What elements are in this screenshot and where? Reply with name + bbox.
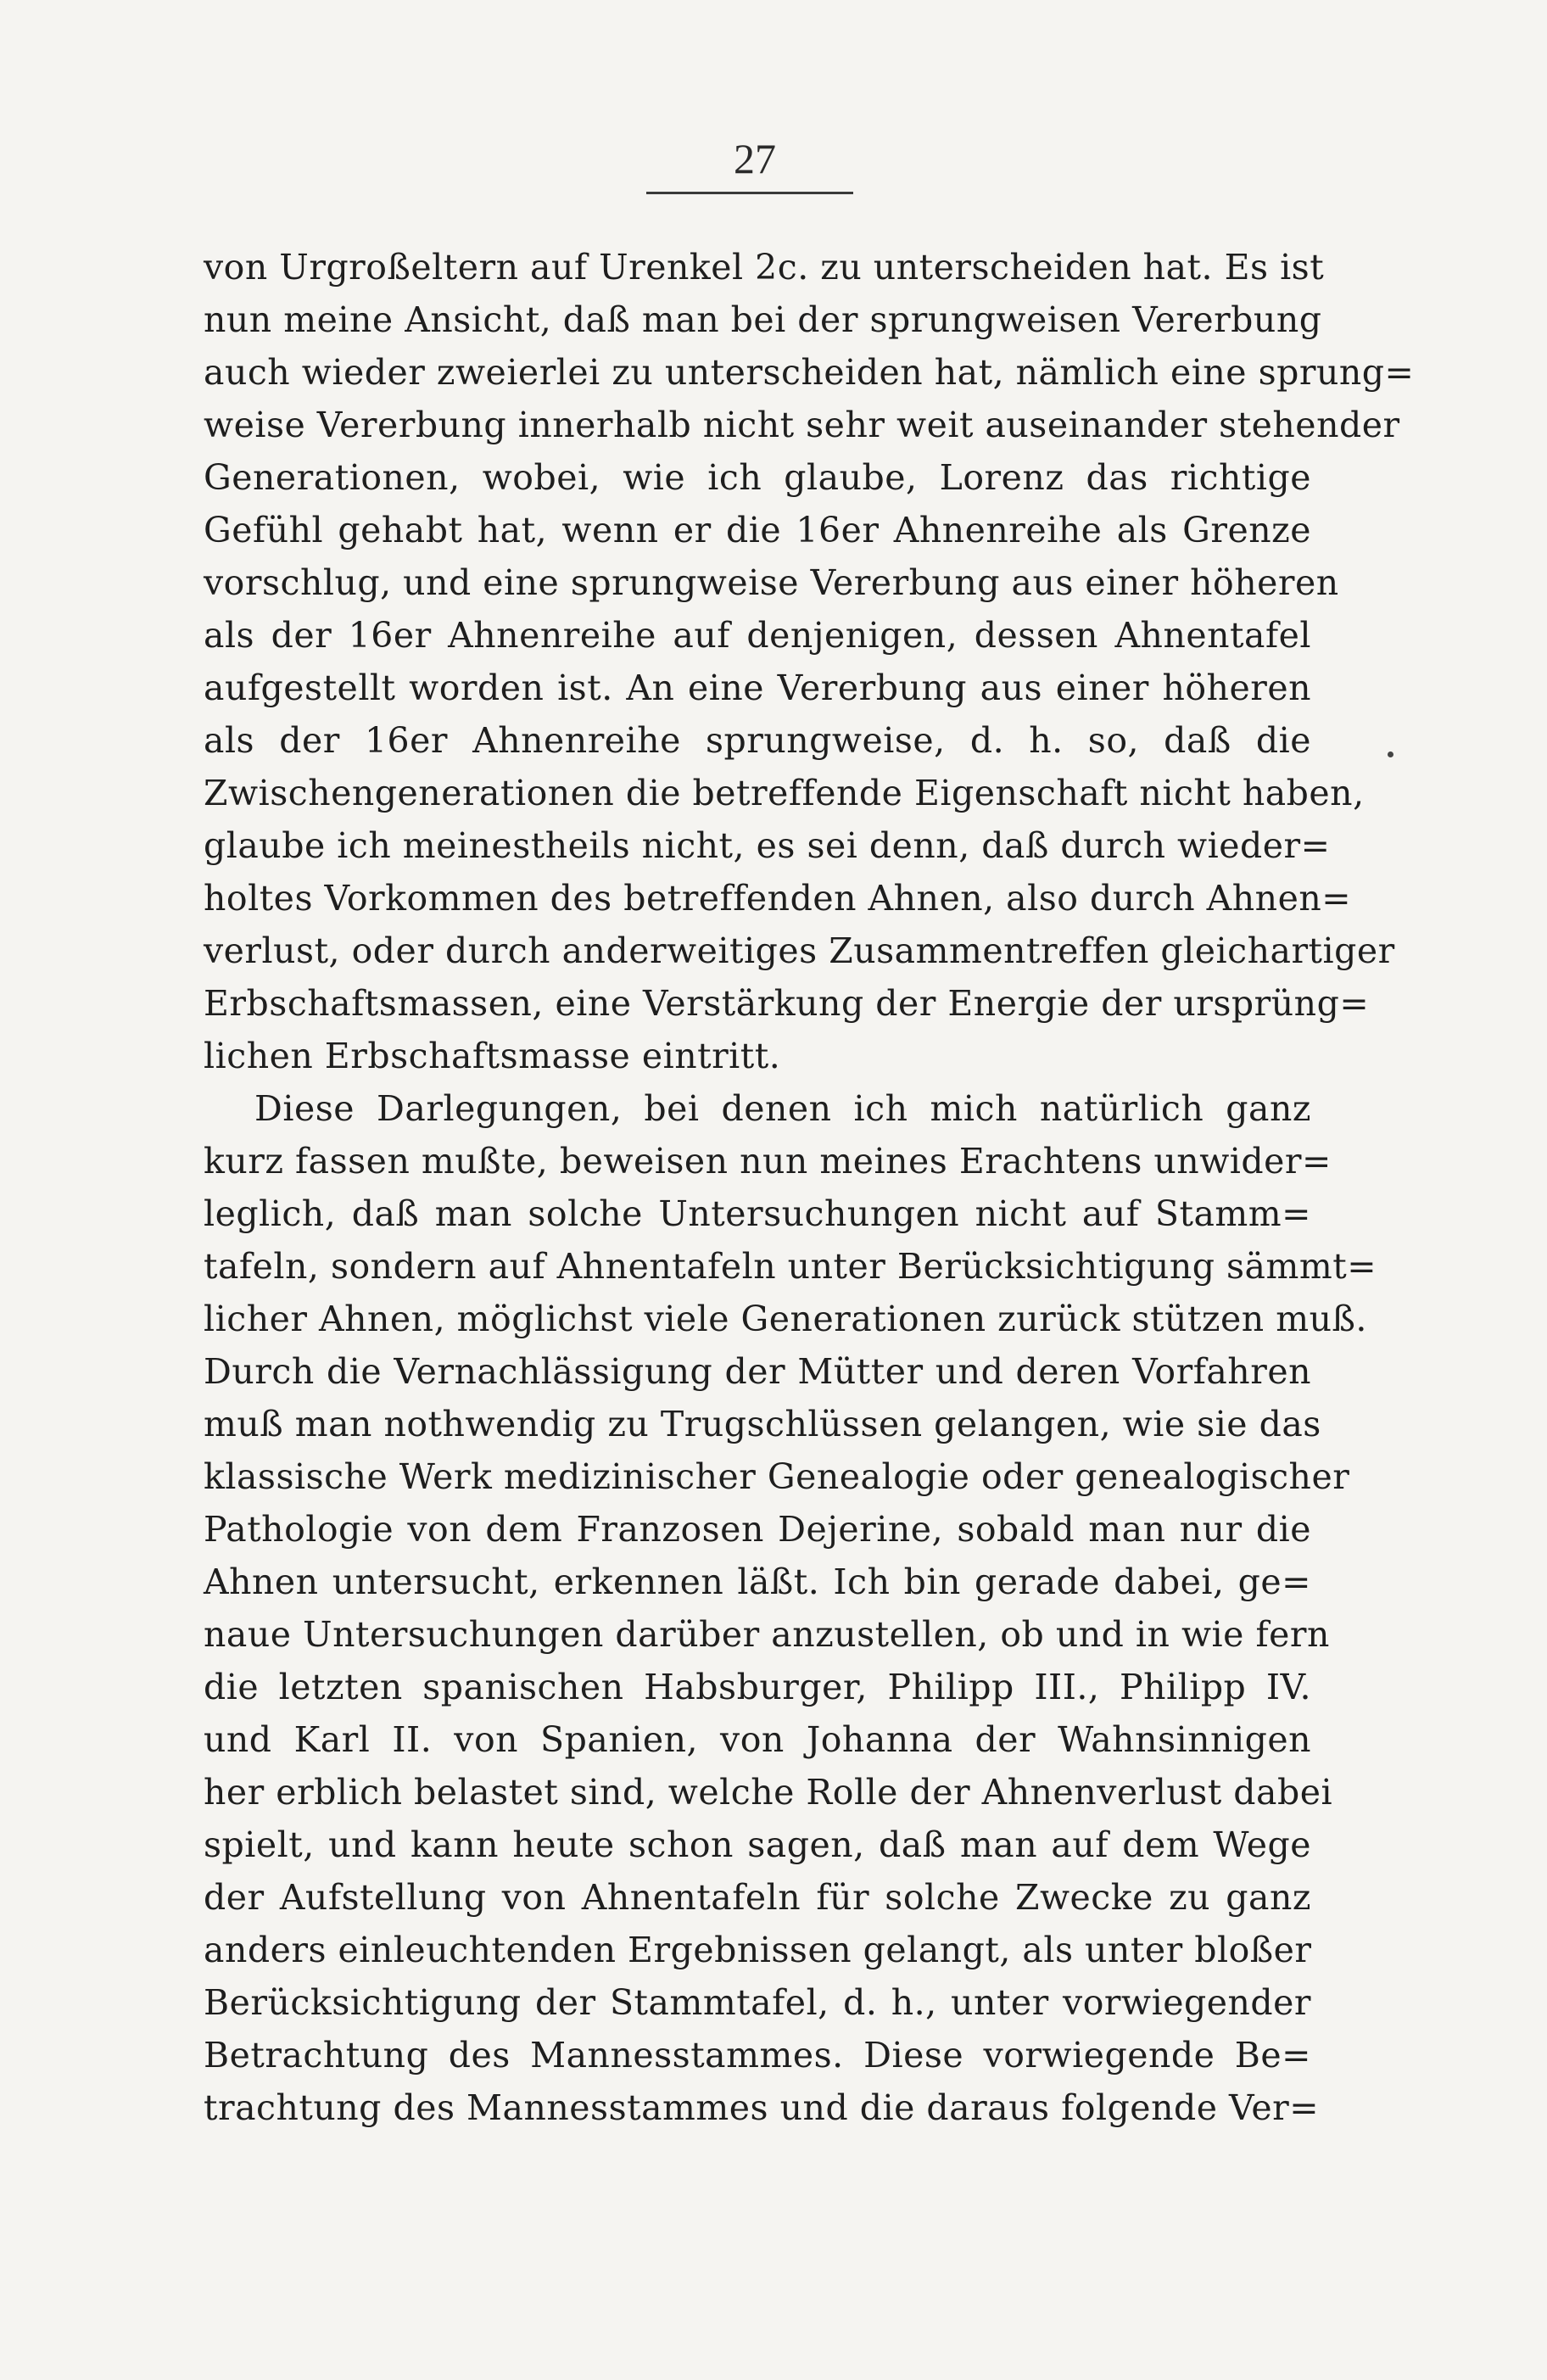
paragraph-2-line: der Aufstellung von Ahnentafeln für solche Zwecke zu ganz <box>204 1877 1311 1918</box>
paragraph-1-line: vorschlug, und eine sprungweise Vererbung aus einer höheren <box>204 562 1339 603</box>
paragraph-1-line: Erbschaftsmassen, eine Verstärkung der Energie der ursprüng= <box>204 983 1370 1024</box>
paragraph-2-line: Berücksichtigung der Stammtafel, d. h., unter vorwiegender <box>204 1982 1311 2023</box>
paragraph-2-line: tafeln, sondern auf Ahnentafeln unter Berücksichtigung sämmt= <box>204 1246 1377 1287</box>
paper-speck <box>1388 751 1393 757</box>
paragraph-2-line: trachtung des Mannesstammes und die daraus folgende Ver= <box>204 2087 1320 2128</box>
paragraph-2-line: kurz fassen mußte, beweisen nun meines Erachtens unwider= <box>204 1141 1332 1182</box>
page-number-rule <box>646 192 853 194</box>
paragraph-1-line: als der 16er Ahnenreihe auf denjenigen, dessen Ahnentafel <box>204 615 1311 656</box>
paragraph-2-line: her erblich belastet sind, welche Rolle der Ahnenverlust dabei <box>204 1772 1333 1813</box>
paragraph-1-line: glaube ich meinestheils nicht, es sei denn, daß durch wieder= <box>204 825 1331 866</box>
paragraph-1-line: nun meine Ansicht, daß man bei der sprungweisen Vererbung <box>204 299 1322 340</box>
paragraph-1-line: verlust, oder durch anderweitiges Zusammentreffen gleichartiger <box>204 930 1395 971</box>
paragraph-2-line: licher Ahnen, möglichst viele Generationen zurück stützen muß. <box>204 1299 1367 1339</box>
paragraph-2-line: naue Untersuchungen darüber anzustellen, ob und in wie fern <box>204 1614 1330 1655</box>
paragraph-2-line: leglich, daß man solche Untersuchungen nicht auf Stamm= <box>204 1193 1311 1234</box>
paragraph-2-line: spielt, und kann heute schon sagen, daß man auf dem Wege <box>204 1824 1311 1865</box>
paragraph-2-line: die letzten spanischen Habsburger, Philipp III., Philipp IV. <box>204 1667 1311 1707</box>
paragraph-1-line: auch wieder zweierlei zu unterscheiden hat, nämlich eine sprung= <box>204 352 1415 393</box>
paragraph-1-line: holtes Vorkommen des betreffenden Ahnen, also durch Ahnen= <box>204 878 1352 919</box>
paragraph-2-line: Diese Darlegungen, bei denen ich mich natürlich ganz <box>254 1088 1311 1129</box>
paragraph-1-line: weise Vererbung innerhalb nicht sehr weit auseinander stehender <box>204 405 1400 445</box>
paragraph-1-line: von Urgroßeltern auf Urenkel 2c. zu unterscheiden hat. Es ist <box>204 247 1325 288</box>
paragraph-1-line: als der 16er Ahnenreihe sprungweise, d. h. so, daß die <box>204 720 1311 761</box>
paragraph-2-line: Durch die Vernachlässigung der Mütter und deren Vorfahren <box>204 1351 1311 1392</box>
paragraph-2-line: Pathologie von dem Franzosen Dejerine, sobald man nur die <box>204 1509 1311 1550</box>
paragraph-1-line: Gefühl gehabt hat, wenn er die 16er Ahnenreihe als Grenze <box>204 510 1311 550</box>
paragraph-2-line: anders einleuchtenden Ergebnissen gelangt, als unter bloßer <box>204 1930 1312 1970</box>
paragraph-2-line: klassische Werk medizinischer Genealogie oder genealogischer <box>204 1456 1350 1497</box>
paragraph-2-line: Betrachtung des Mannesstammes. Diese vorwiegende Be= <box>204 2035 1311 2076</box>
paragraph-1-line: aufgestellt worden ist. An eine Vererbung aus einer höheren <box>204 668 1311 708</box>
paragraph-2-line: und Karl II. von Spanien, von Johanna der Wahnsinnigen <box>204 1719 1311 1760</box>
paragraph-2-line: muß man nothwendig zu Trugschlüssen gelangen, wie sie das <box>204 1404 1321 1444</box>
paragraph-1-line: lichen Erbschaftsmasse eintritt. <box>204 1036 781 1076</box>
paragraph-2-line: Ahnen untersucht, erkennen läßt. Ich bin gerade dabei, ge= <box>204 1562 1311 1602</box>
paragraph-1-line: Generationen, wobei, wie ich glaube, Lorenz das richtige <box>204 457 1311 498</box>
paragraph-1-line: Zwischengenerationen die betreffende Eigenschaft nicht haben, <box>204 773 1365 813</box>
page-number: 27 <box>734 135 776 182</box>
